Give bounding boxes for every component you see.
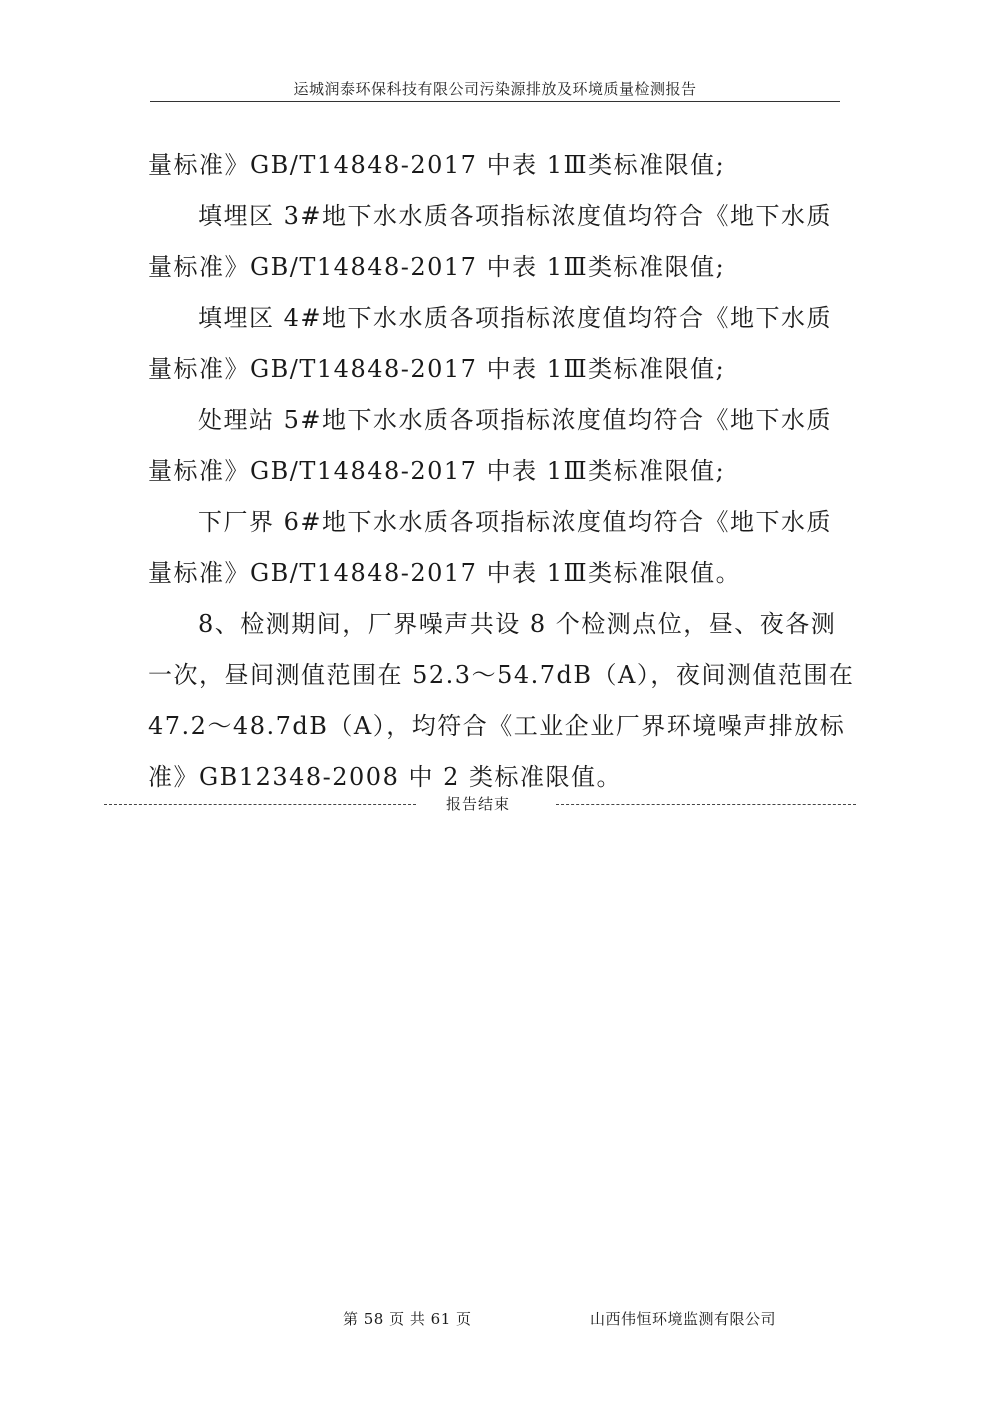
body-line: 填埋区 4#地下水水质各项指标浓度值均符合《地下水质	[198, 304, 833, 332]
footer-company: 山西伟恒环境监测有限公司	[590, 1310, 777, 1328]
body-line: 处理站 5#地下水水质各项指标浓度值均符合《地下水质	[198, 406, 833, 434]
body-line: 一次，昼间测值范围在 52.3～54.7dB（A），夜间测值范围在	[148, 661, 855, 689]
body-line: 量标准》GB/T14848-2017 中表 1Ⅲ类标准限值;	[148, 355, 726, 383]
dashed-divider-left	[104, 804, 416, 805]
body-line: 准》GB12348-2008 中 2 类标准限值。	[148, 763, 622, 791]
dashed-divider-right	[556, 804, 856, 805]
report-body	[148, 140, 855, 803]
body-line: 量标准》GB/T14848-2017 中表 1Ⅲ类标准限值。	[148, 559, 742, 587]
header-divider	[150, 101, 840, 102]
body-line: 量标准》GB/T14848-2017 中表 1Ⅲ类标准限值;	[148, 253, 726, 281]
body-line: 填埋区 3#地下水水质各项指标浓度值均符合《地下水质	[198, 202, 833, 230]
body-line: 下厂界 6#地下水水质各项指标浓度值均符合《地下水质	[198, 508, 833, 536]
report-end-label: 报告结束	[446, 795, 511, 813]
page-number: 第 58 页 共 61 页	[343, 1310, 472, 1328]
body-line: 47.2～48.7dB（A），均符合《工业企业厂界环境噪声排放标	[148, 712, 846, 740]
body-line: 量标准》GB/T14848-2017 中表 1Ⅲ类标准限值;	[148, 457, 726, 485]
report-header-title: 运城润泰环保科技有限公司污染源排放及环境质量检测报告	[293, 80, 697, 98]
report-end-marker	[100, 792, 860, 816]
body-line: 量标准》GB/T14848-2017 中表 1Ⅲ类标准限值;	[148, 151, 726, 179]
body-line: 8、检测期间，厂界噪声共设 8 个检测点位，昼、夜各测	[198, 610, 837, 638]
